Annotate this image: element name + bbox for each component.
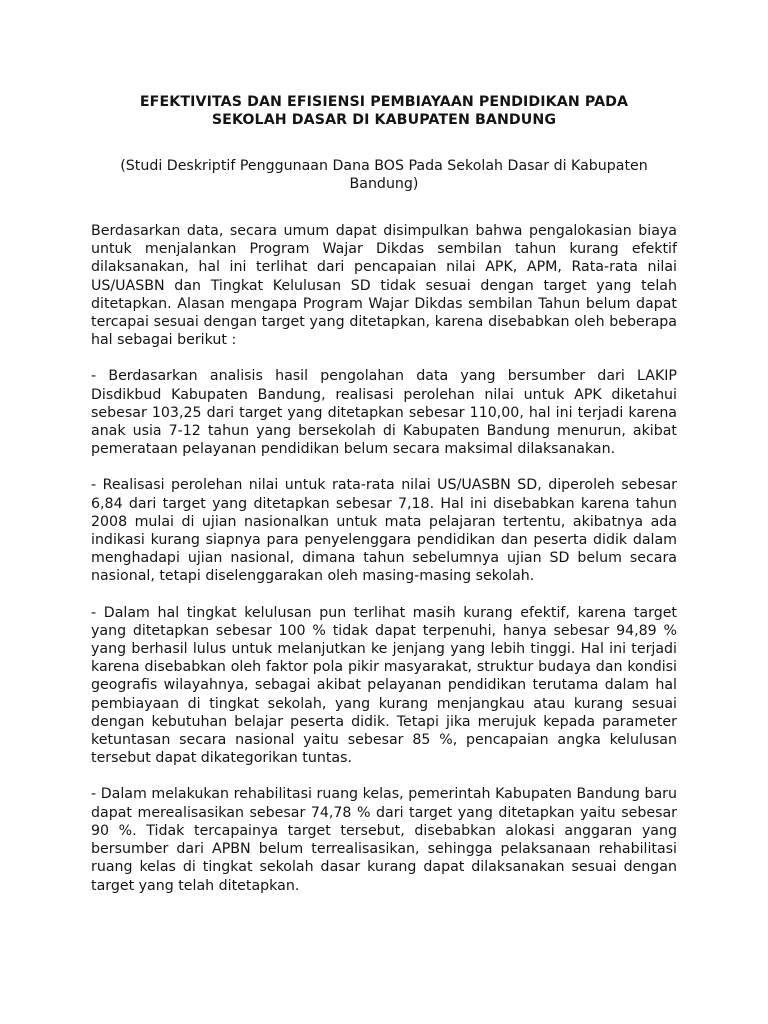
paragraph-rehabilitasi: - Dalam melakukan rehabilitasi ruang kelas, pemerintah Kabupaten Bandung baru dapat merealisasikan sebesar 74,78 % dari target yang ditetapkan yaitu sebesar 90 %. Tidak tercapainya target tersebut, disebabkan alokasi anggaran yang bersumber dari APBN belum terrealisasikan, sehingga pelaksanaan rehabilitasi ruang kelas di tingkat sekolah dasar kurang dapat dilaksanakan sesuai dengan target yang telah ditetapkan. bbox=[91, 786, 677, 894]
paragraph-intro: Berdasarkan data, secara umum dapat disimpulkan bahwa pengalokasian biaya untuk menjalankan Program Wajar Dikdas sembilan tahun kurang efektif dilaksanakan, hal ini terlihat dari pencapaian nilai APK, APM, Rata-rata nilai US/UASBN dan Tingkat Kelulusan SD tidak sesuai dengan target yang telah ditetapkan. Alasan mengapa Program Wajar Dikdas sembilan Tahun belum dapat tercapai sesuai dengan target yang ditetapkan, karena disebabkan oleh beberapa hal sebagai berikut : bbox=[91, 223, 677, 349]
document-subtitle: (Studi Deskriptif Penggunaan Dana BOS Pada Sekolah Dasar di Kabupaten Bandung) bbox=[120, 158, 648, 192]
paragraph-uasbn: - Realisasi perolehan nilai untuk rata-rata nilai US/UASBN SD, diperoleh sebesar 6,84 dari target yang ditetapkan sebesar 7,18. Hal ini disebabkan karena tahun 2008 mulai di ujian nasionalkan untuk mata pelajaran tertentu, akibatnya ada indikasi kurang siapnya para penyelenggara pendidikan dan peserta didik dalam menghadapi ujian nasional, dimana tahun sebelumnya ujian SD belum secara nasional, tetapi diselenggarakan oleh masing-masing sekolah. bbox=[91, 477, 677, 585]
paragraph-apk: - Berdasarkan analisis hasil pengolahan data yang bersumber dari LAKIP Disdikbud Kabupaten Bandung, realisasi perolehan nilai untuk APK diketahui sebesar 103,25 dari target yang ditetapkan sebesar 110,00, hal ini terjadi karena anak usia 7-12 tahun yang bersekolah di Kabupaten Bandung menurun, akibat pemerataan pelayanan pendidikan belum secara maksimal dilaksanakan. bbox=[91, 368, 677, 458]
title-line-1: EFEKTIVITAS DAN EFISIENSI PEMBIAYAAN PENDIDIKAN PADA bbox=[139, 94, 629, 110]
document-title bbox=[91, 93, 677, 129]
paragraph-kelulusan: - Dalam hal tingkat kelulusan pun terlihat masih kurang efektif, karena target yang ditetapkan sebesar 100 % tidak dapat terpenuhi, hanya sebesar 94,89 % yang berhasil lulus untuk melanjutkan ke jenjang yang lebih tinggi. Hal ini terjadi karena disebabkan oleh faktor pola pikir masyarakat, struktur budaya dan kondisi geografis wilayahnya, sebagai akibat pelayanan pendidikan terutama dalam hal pembiayaan di tingkat sekolah, yang kurang menjangkau atau kurang sesuai dengan kebutuhan belajar peserta didik. Tetapi jika merujuk kepada parameter ketuntasan secara nasional yaitu sebesar 85 %, pencapaian angka kelulusan tersebut dapat dikategorikan tuntas. bbox=[91, 604, 677, 767]
title-line-2: SEKOLAH DASAR DI KABUPATEN BANDUNG bbox=[211, 112, 557, 128]
document-page bbox=[91, 93, 677, 895]
